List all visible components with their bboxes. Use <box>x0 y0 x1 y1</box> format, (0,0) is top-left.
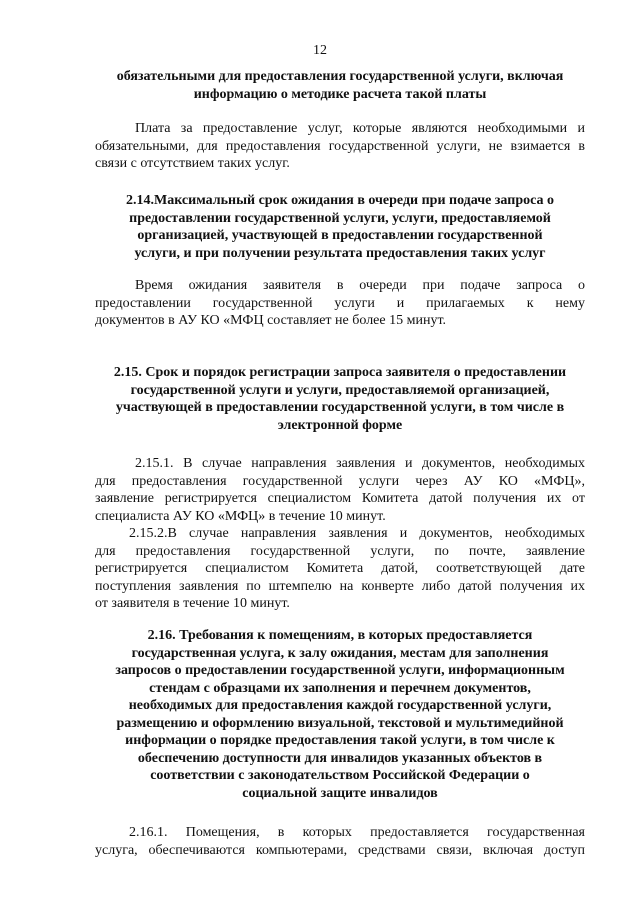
heading-line: информацию о методике расчета такой платы <box>193 86 487 102</box>
heading-line: размещению и оформлению визуальной, текстовой и мультимедийной <box>116 715 564 731</box>
heading-line: организацией, участвующей в предоставлении государственной <box>137 228 543 243</box>
heading-line: услуги, и при получении результата предоставления таких услуг <box>134 245 546 261</box>
paragraph-line: Время ожидания заявителя в очереди при подаче запроса о <box>135 278 585 293</box>
heading-line: социальной защите инвалидов <box>242 785 438 801</box>
heading-line: 2.14.Максимальный срок ожидания в очереди при подаче запроса о <box>126 193 554 208</box>
section-heading-2-14 <box>95 192 585 262</box>
paragraph-line: 2.16.1. Помещения, в которых предоставляется государственная <box>129 825 585 840</box>
heading-line: необходимых для предоставления каждой государственной услуги, <box>128 698 552 713</box>
paragraph-line: специалиста АУ КО «МФЦ» в течение 10 минут. <box>95 508 386 524</box>
paragraph-2-13: Плата за предоставление услуг, которые являются необходимыми и обязательными, для предоставления государственной услуги, не взимается в связи с отсутствием таких услуг. <box>95 121 585 171</box>
heading-line: обязательными для предоставления государственной услуги, включая <box>116 69 564 84</box>
page-number: 12 <box>313 43 327 58</box>
paragraph-line: от заявителя в течение 10 минут. <box>95 596 290 611</box>
paragraph-line: поступления заявления по штемпелю на конверте либо датой получения их <box>95 578 585 594</box>
paragraph-2-15-2 <box>95 525 585 613</box>
heading-line: соответствии с законодательством Российской Федерации о <box>150 768 530 783</box>
heading-line: информации о порядке предоставления такой услуги, в том числе к <box>125 733 555 748</box>
heading-line: 2.16. Требования к помещениям, в которых предоставляется <box>147 628 533 643</box>
heading-line: стендам с образцами их заполнения и перечнем документов, <box>149 680 531 696</box>
paragraph-2-14 <box>95 277 585 330</box>
heading-line: государственной услуги и услуги, предоставляемой организацией, <box>130 382 550 398</box>
paragraph-line: 2.15.2.В случае направления заявления и документов, необходимых <box>129 526 585 541</box>
paragraph-line: 2.15.1. В случае направления заявления и документов, необходимых <box>135 456 585 471</box>
heading-line: запросов о предоставлении государственной услуги, информационным <box>115 663 565 678</box>
paragraph-line: услуга, обеспечиваются компьютерами, средствами связи, включая доступ <box>95 842 585 858</box>
paragraph-line: регистрируется специалистом Комитета датой, соответствующей дате <box>95 561 585 576</box>
paragraph-line: документов в АУ КО «МФЦ составляет не более 15 минут. <box>95 313 447 328</box>
section-heading-2-16 <box>95 627 585 802</box>
paragraph-line: для предоставления государственной услуги через АУ КО «МФЦ», <box>95 473 585 489</box>
section-heading-2-15 <box>95 364 585 434</box>
heading-line: участвующей в предоставлении государственной услуги, в том числе в <box>115 400 565 415</box>
paragraph-2-15-1 <box>95 455 585 525</box>
heading-line: государственная услуга, к залу ожидания, местам для заполнения <box>131 645 549 661</box>
paragraph-line: заявление регистрируется специалистом Комитета датой получения их от <box>95 491 585 506</box>
paragraph-line: для предоставления государственной услуги, по почте, заявление <box>95 543 585 559</box>
paragraph-2-16-1 <box>95 824 585 859</box>
heading-line: предоставлении государственной услуги, услуги, предоставляемой <box>129 210 551 226</box>
section-heading-2-13 <box>95 68 585 103</box>
heading-line: обеспечению доступности для инвалидов указанных объектов в <box>137 750 543 766</box>
paragraph-line: предоставлении государственной услуги и прилагаемых к нему <box>95 295 585 311</box>
heading-line: электронной форме <box>277 417 403 433</box>
heading-line: 2.15. Срок и порядок регистрации запроса заявителя о предоставлении <box>113 365 567 380</box>
